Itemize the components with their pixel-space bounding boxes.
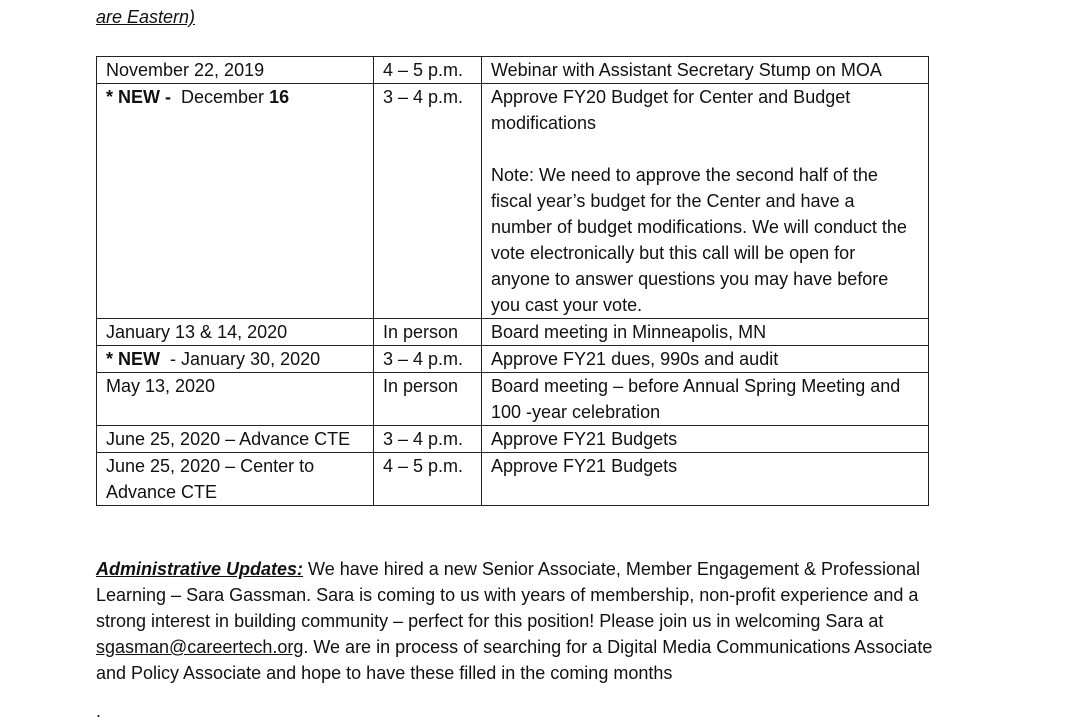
administrative-updates-heading: Administrative Updates: xyxy=(96,559,304,579)
time-cell: 3 – 4 p.m. xyxy=(374,426,482,453)
time-cell: 3 – 4 p.m. xyxy=(374,84,482,319)
time-cell: 3 – 4 p.m. xyxy=(374,346,482,373)
date-month: December xyxy=(181,87,265,107)
new-tag: * NEW - xyxy=(106,87,171,107)
table-row xyxy=(97,373,929,426)
date-cell: January 13 & 14, 2020 xyxy=(97,319,374,346)
date-cell: June 25, 2020 – Center to Advance CTE xyxy=(97,453,374,506)
administrative-updates-paragraph xyxy=(96,556,936,686)
date-cell: June 25, 2020 – Advance CTE xyxy=(97,426,374,453)
time-cell: 4 – 5 p.m. xyxy=(374,57,482,84)
email-link[interactable]: sgasman@careertech.org xyxy=(96,637,304,657)
date-cell xyxy=(97,84,374,319)
description-cell: Approve FY21 Budgets xyxy=(482,426,929,453)
date-cell: November 22, 2019 xyxy=(97,57,374,84)
time-cell: 4 – 5 p.m. xyxy=(374,453,482,506)
description-cell: Approve FY21 dues, 990s and audit xyxy=(482,346,929,373)
trailing-period: . xyxy=(96,701,102,721)
meeting-schedule-table xyxy=(96,56,929,506)
table-row xyxy=(97,57,929,84)
table-row xyxy=(97,453,929,506)
admin-text: We have hired a new Senior Associate, Member Engagement & Professional Learning – Sara Gassman. Sara is coming to us with years of membership, non-profit experience and a strong interest in building community – perfect for this position! Please join us in welcoming Sara at xyxy=(96,559,921,631)
date-day: 16 xyxy=(269,87,290,107)
date-cell: May 13, 2020 xyxy=(97,373,374,426)
date-text: - January 30, 2020 xyxy=(170,349,321,369)
description-cell: Webinar with Assistant Secretary Stump on MOA xyxy=(482,57,929,84)
description-cell: Board meeting in Minneapolis, MN xyxy=(482,319,929,346)
description-cell xyxy=(482,84,929,319)
description-cell: Approve FY21 Budgets xyxy=(482,453,929,506)
time-cell: In person xyxy=(374,319,482,346)
eastern-time-note: are Eastern) xyxy=(96,7,196,27)
description-text: Approve FY20 Budget for Center and Budget modifications xyxy=(491,87,851,133)
date-cell xyxy=(97,346,374,373)
table-row xyxy=(97,319,929,346)
description-cell: Board meeting – before Annual Spring Meeting and 100 -year celebration xyxy=(482,373,929,426)
table-row xyxy=(97,346,929,373)
description-note: Note: We need to approve the second half of the fiscal year’s budget for the Center and have a number of budget modifications. We will conduct the vote electronically but this call will be open for anyone to answer questions you may have before you cast your vote. xyxy=(491,165,907,315)
table-row xyxy=(97,426,929,453)
time-cell: In person xyxy=(374,373,482,426)
new-tag: * NEW xyxy=(106,349,160,369)
admin-text: . We are in process of searching for a Digital Media Communications Associate and Policy Associate and hope to have these filled in the coming months xyxy=(96,637,933,683)
table-row xyxy=(97,84,929,319)
